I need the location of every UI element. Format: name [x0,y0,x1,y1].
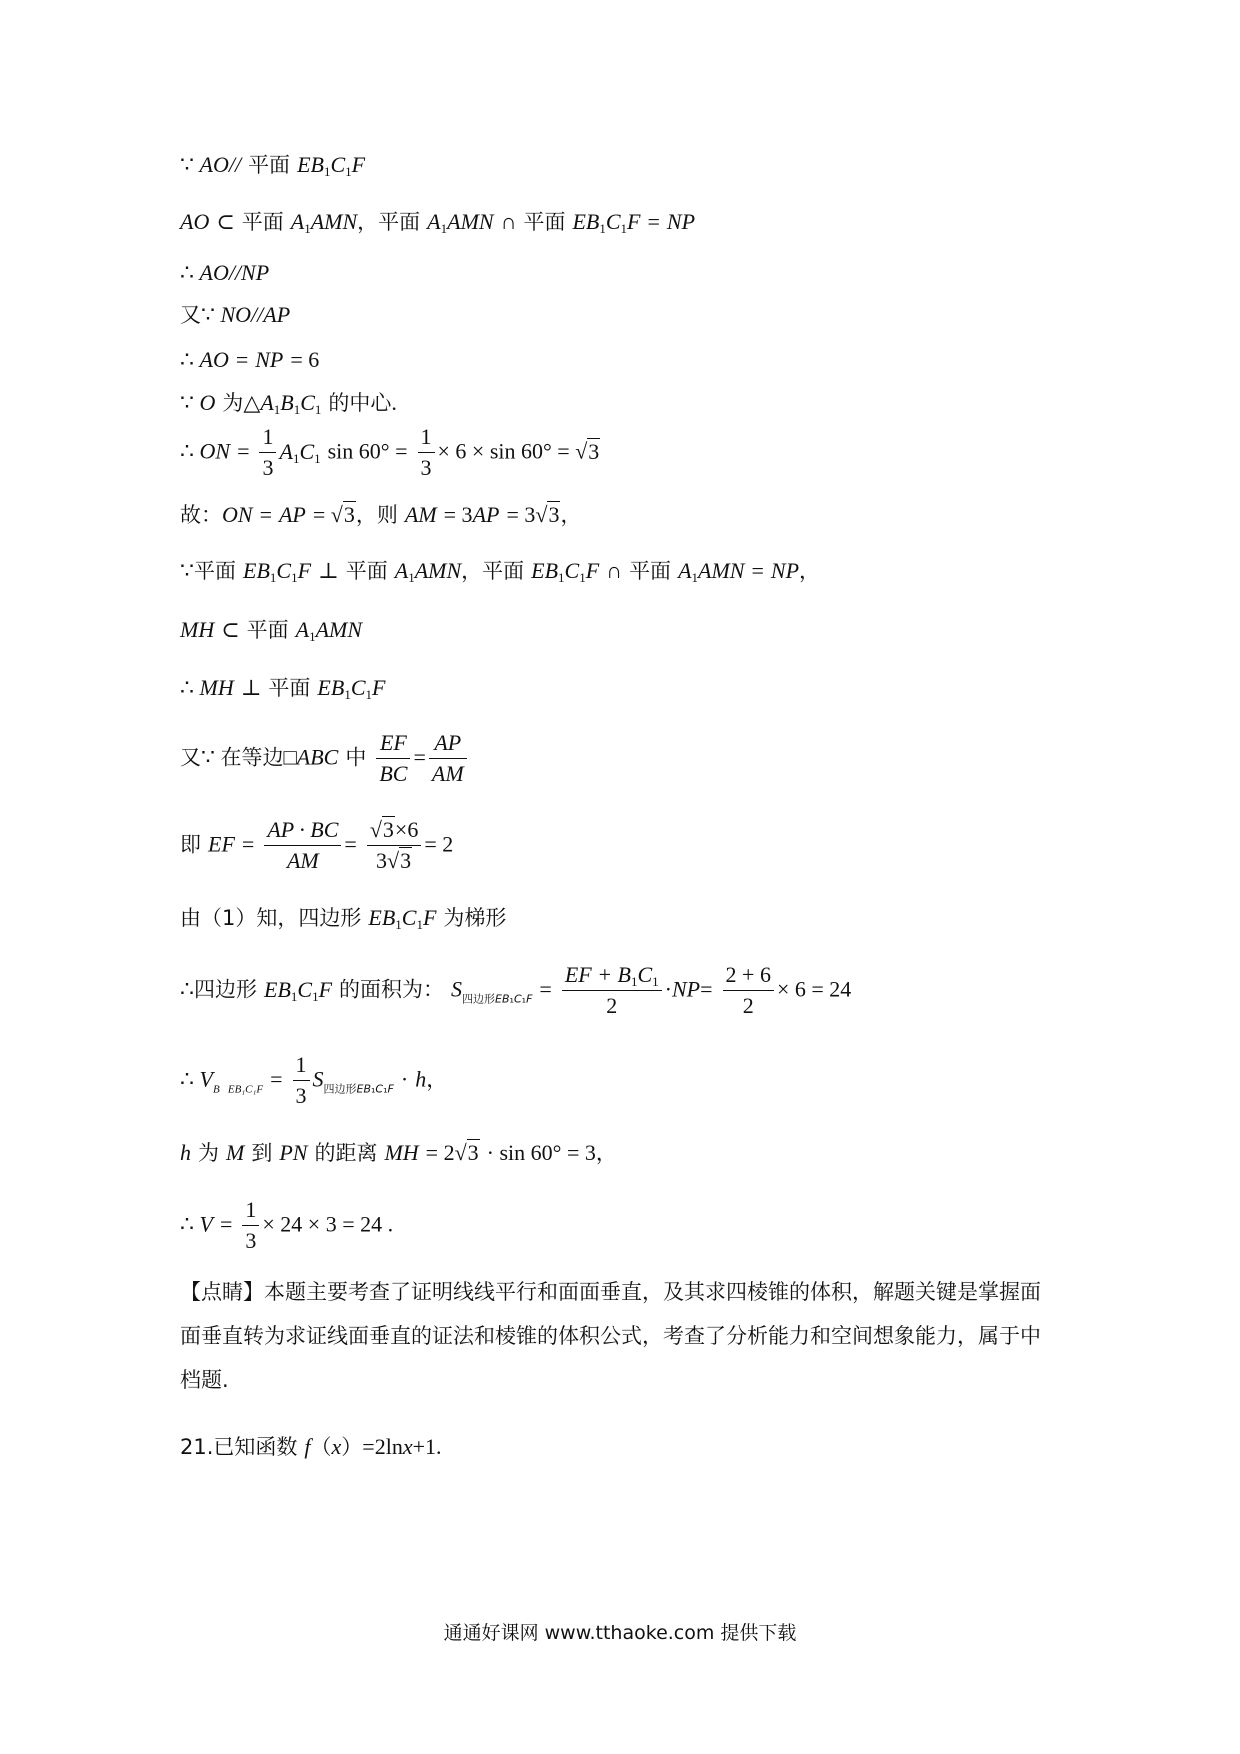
proof-line-8: 故：ON = AP = √3，则 AM = 3AP = 3√3， [180,502,582,527]
proof-line-17: h 为 M 到 PN 的距离 MH = 2√3 · sin 60° = 3， [180,1140,617,1165]
proof-line-11: ∴ MH ⊥ 平面 $EB_1C_1F$ [180,675,386,702]
proof-line-6: ∵ O 为$\triangle A_1B_1C_1$ 的中心. [180,390,397,417]
next-question: 21.已知函数 f（x）=2lnx+1. [180,1434,442,1459]
proof-line-18: ∴ V = $\frac{1}{3}$ × 24 × 3 = 24 . [180,1197,394,1253]
proof-line-14: 由（1）知，四边形 $EB_1C_1F$ 为梯形 [180,905,507,932]
comment-paragraph: 【点睛】本题主要考查了证明线线平行和面面垂直，及其求四棱锥的体积，解题关键是掌握面面垂直转为求证线面垂直的证法和棱锥的体积公式，考查了分析能力和空间想象能力，属于中档题. [180,1280,1041,1392]
proof-line-9: ∵平面 $EB_1C_1F$ ⊥ 平面 $A_1AMN$，平面 $EB_1C_1F$ ∩ 平面 $A_1AMN$ = NP， [180,558,821,585]
proof-line-15: ∴四边形 $EB_1C_1F$ 的面积为： $S_{四边形EB_1C_1F}$ = $\frac{EF + B_1C_1}{2}$ ·NP= $\frac{2 + 6}{2}$ × 6 = 24 [180,962,852,1018]
proof-line-3: ∴ AO//NP [180,260,270,285]
proof-line-1: ∵ AO// 平面 $EB_1C_1F$ [180,152,366,179]
footer-download-notice: 通通好课网 www.tthaoke.com 提供下载 [443,1622,797,1644]
proof-line-7: ∴ ON = $\frac{1}{3}$ $A_1C_1$ sin 60° = $\frac{1}{3}$ × 6 × sin 60° = √3 [180,424,600,480]
proof-line-16: ∴ $V_{B EB_1C_1F}$ = $\frac{1}{3}$ $S_{四边形EB_1C_1F} \cdot h$， [180,1052,448,1108]
proof-line-4: 又∵ NO//AP [180,302,291,327]
proof-line-2: AO ⊂ 平面 $A_1AMN$，平面 $A_1AMN$ ∩ 平面 $EB_1C_1F$ = NP [180,209,696,236]
proof-line-5: ∴ AO = NP = 6 [180,347,320,372]
proof-line-10: MH ⊂ 平面 $A_1AMN$ [180,617,363,644]
proof-line-13: 即 EF = $\frac{AP \cdot BC}{AM}$ = $\frac{√3\times 6}{3√3}$ = 2 [180,817,454,873]
proof-line-12: 又∵ 在等边□ABC 中 $\frac{EF}{BC}$ = $\frac{AP}{AM}$ [180,728,470,789]
